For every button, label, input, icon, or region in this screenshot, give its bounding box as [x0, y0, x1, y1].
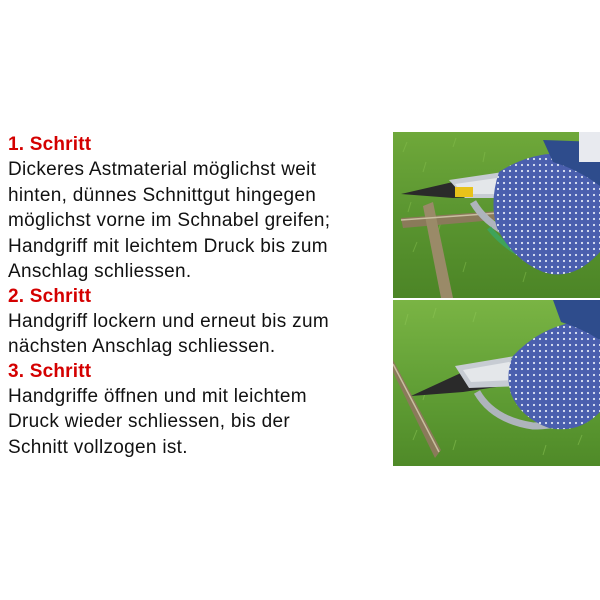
- step-3-body: Handgriffe öffnen und mit leichtem Druck wieder schliessen, bis der Schnitt vollzogen ist.: [8, 385, 307, 458]
- step-1-body: Dickeres Astmaterial möglichst weit hinten, dünnes Schnittgut hingegen möglichst vorne im Schnabel greifen; Handgriff mit leichtem Druck bis zum Anschlag schliessen.: [8, 159, 331, 282]
- step-2-body: Handgriff lockern und erneut bis zum nächsten Anschlag schliessen.: [8, 310, 329, 357]
- step-1-heading: 1. Schritt: [8, 134, 92, 155]
- instruction-steps: [8, 133, 388, 460]
- step-3-heading: 3. Schritt: [8, 360, 92, 382]
- pruning-photo-step-2: [393, 300, 600, 466]
- pruning-photo-step-1: [393, 132, 600, 298]
- photo-column: [393, 132, 600, 466]
- step-2-heading: 2. Schritt: [8, 285, 92, 307]
